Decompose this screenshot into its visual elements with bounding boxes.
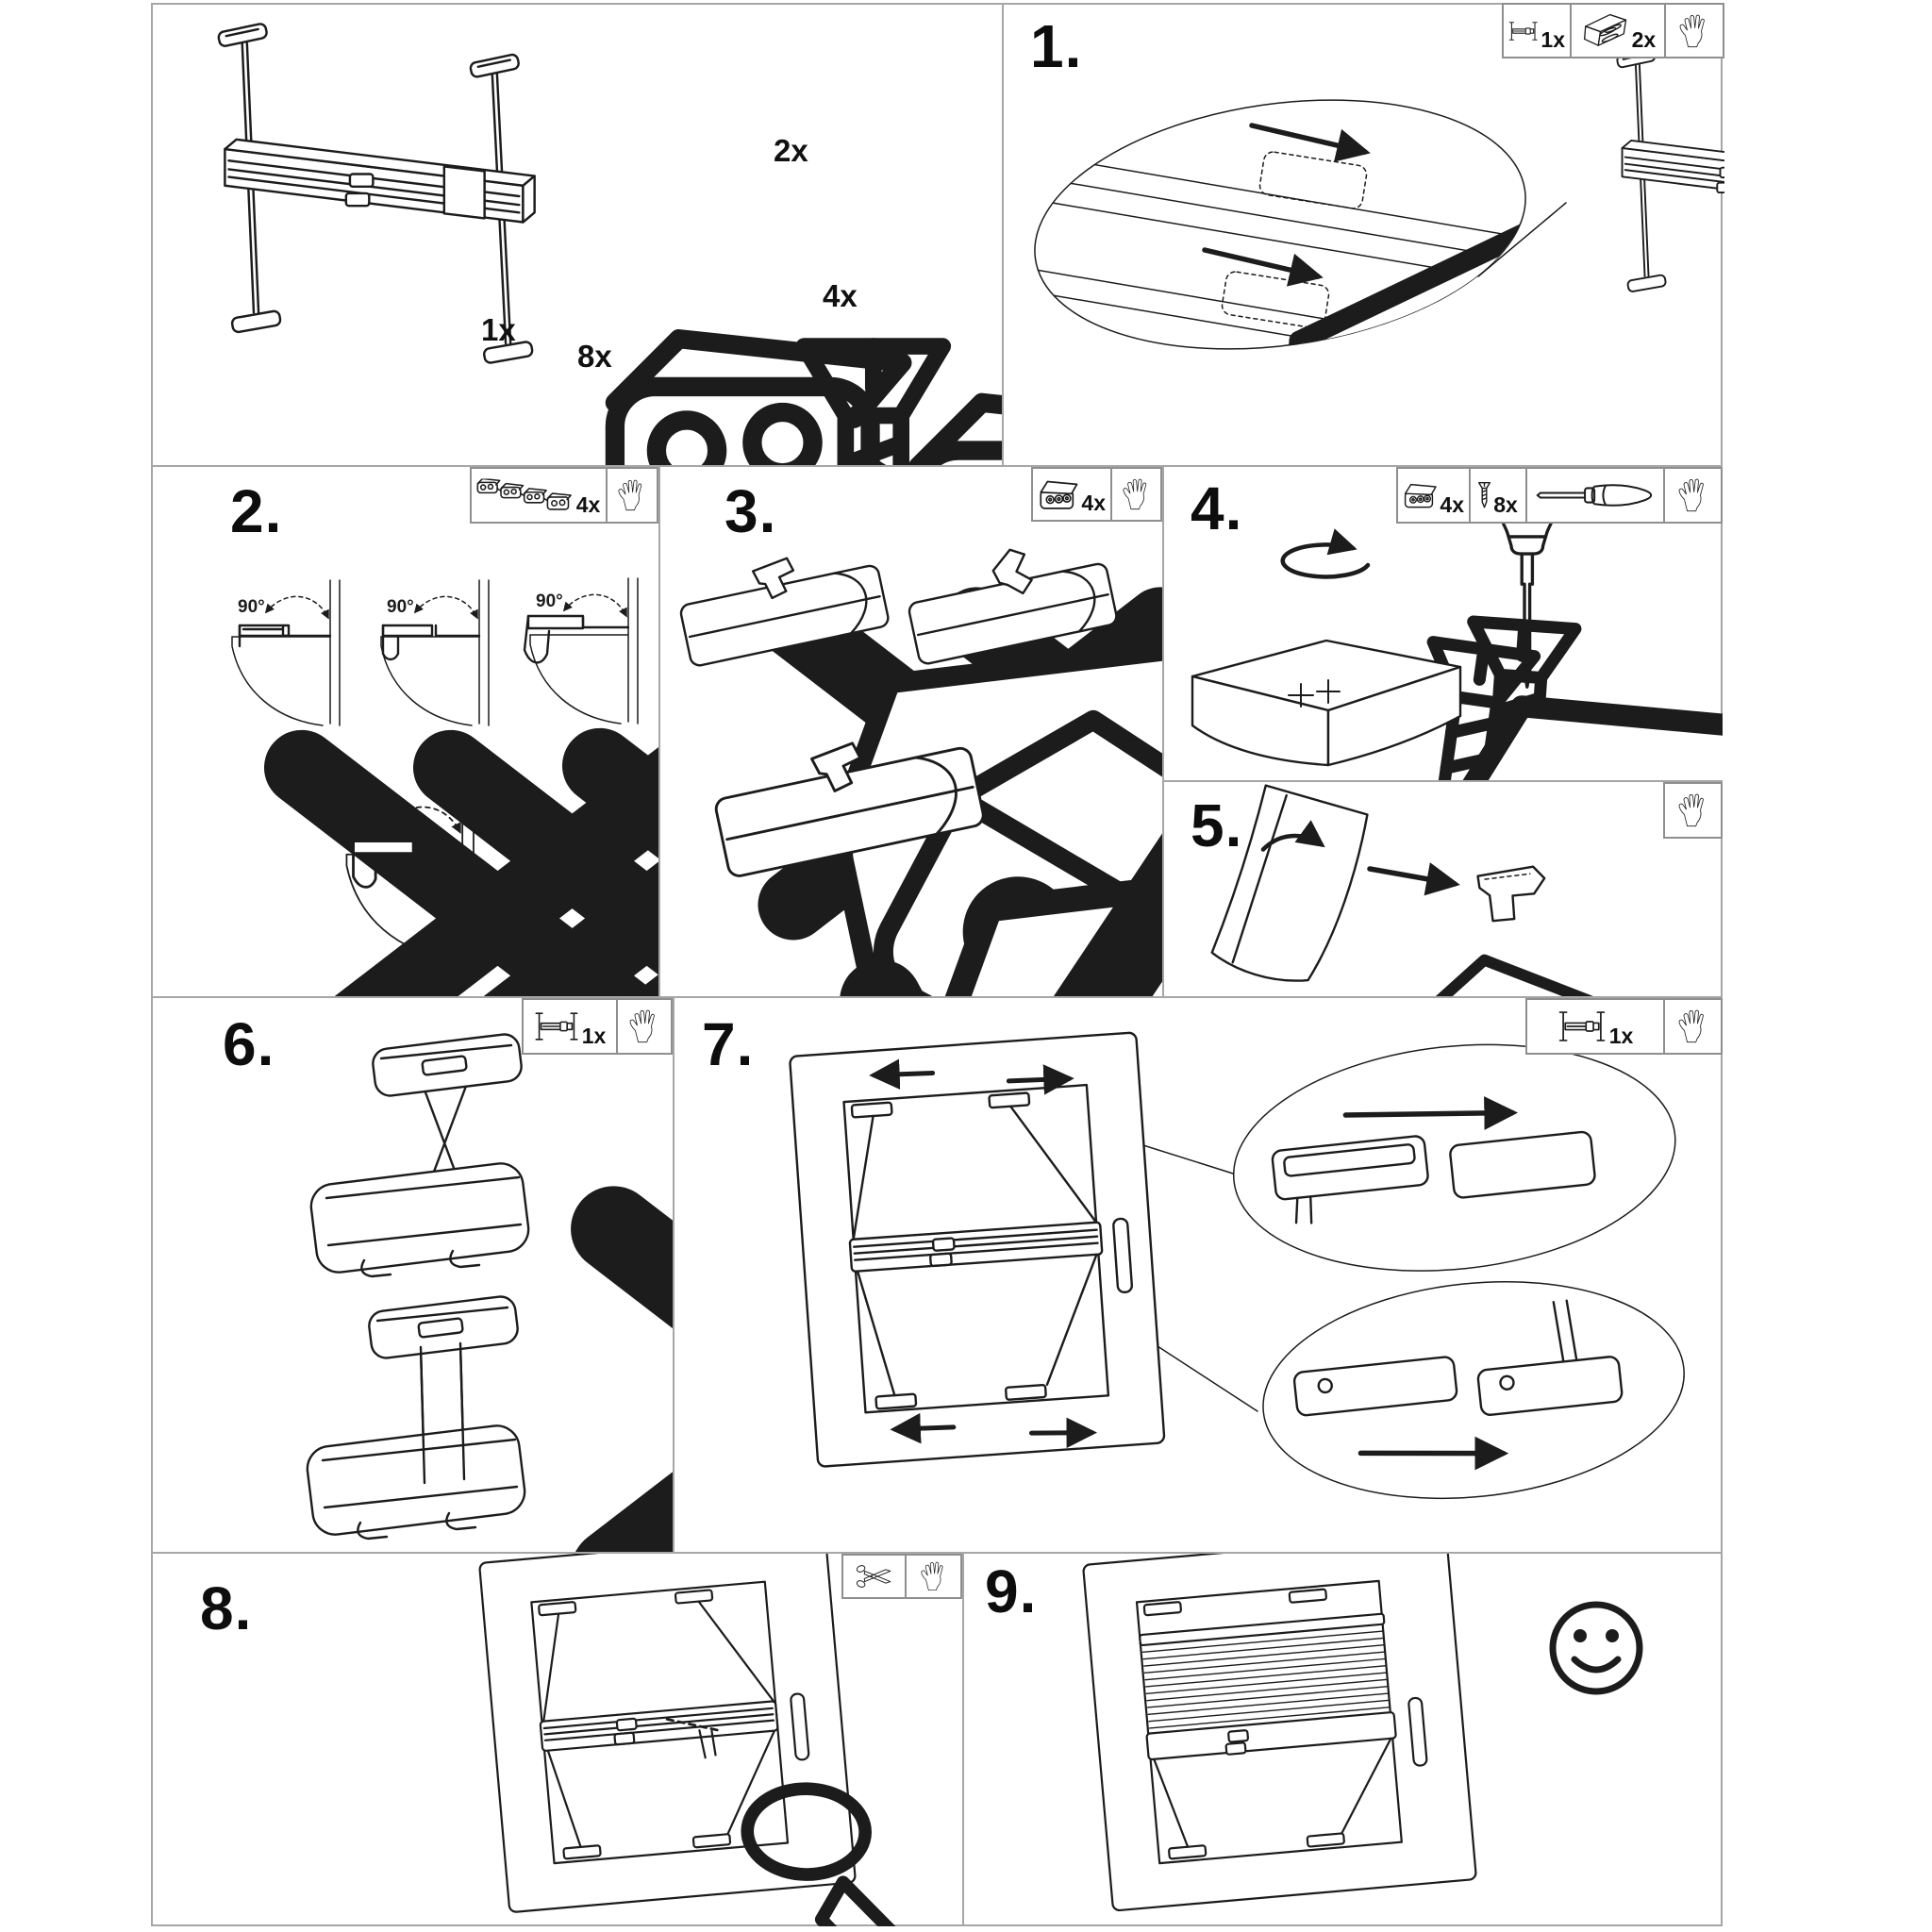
- step-2-number: 2.: [230, 477, 283, 545]
- header-cell: [1525, 469, 1663, 522]
- clamp-in-rail: [1244, 275, 1724, 465]
- qty-label: 8x: [1493, 492, 1518, 517]
- blind-qty-label: 1x: [481, 312, 516, 347]
- header-cell: [1033, 469, 1110, 520]
- step-5-panel: [1164, 782, 1723, 996]
- clamp-qty-label: 2x: [774, 133, 808, 168]
- header-cell: [606, 469, 657, 522]
- frame-edge-with-guide: [1179, 784, 1714, 996]
- step-8-header-box: [841, 1554, 962, 1599]
- clamp-icon: [1579, 11, 1630, 51]
- header-cell: [1664, 5, 1723, 57]
- step-8-illustration: [151, 1554, 962, 1926]
- header-cell: [1398, 469, 1469, 522]
- step-1-header-box: [1502, 3, 1724, 58]
- cord-guide-icon: [1037, 477, 1079, 511]
- cord-guide-strip-icon: [476, 478, 575, 512]
- step-5-illustration: [1164, 782, 1723, 996]
- hand-icon: [1122, 477, 1152, 511]
- step-9-number: 9.: [985, 1557, 1038, 1625]
- header-cell: [1110, 469, 1160, 520]
- step-7-panel: [675, 998, 1723, 1552]
- step-8-number: 8.: [200, 1574, 253, 1642]
- blind-unit-icon: [1557, 1007, 1607, 1046]
- blind-unit-icon: [533, 1008, 580, 1045]
- angle-label: 90°: [536, 591, 563, 611]
- hand-icon: [1677, 792, 1709, 828]
- step-1-panel: [1002, 3, 1724, 465]
- hand-icon: [1678, 13, 1710, 49]
- blind-unit-icon: [1507, 11, 1539, 51]
- window-cutting-cords: [479, 1554, 962, 1926]
- step-2-header-box: [470, 467, 658, 524]
- parts-overview-panel: [151, 3, 1002, 465]
- step-5-number: 5.: [1191, 791, 1243, 859]
- angle-label: 90°: [353, 807, 386, 831]
- angle-label: 90°: [387, 597, 414, 617]
- step-7-illustration: [675, 998, 1723, 1552]
- step-6-header-box: [522, 998, 673, 1055]
- header-cell: [1663, 1000, 1721, 1053]
- header-cell: [1663, 469, 1721, 522]
- step-5-header-box: [1663, 782, 1723, 839]
- qty-label: 1x: [1541, 27, 1565, 52]
- qty-label: 1x: [1608, 1024, 1634, 1048]
- header-cell: [616, 1000, 671, 1053]
- step-6-illustration: [151, 998, 673, 1552]
- header-cell: [1665, 784, 1721, 837]
- step-4-number: 4.: [1191, 475, 1243, 542]
- hand-icon: [1677, 477, 1709, 513]
- step-9-illustration: [964, 1554, 1723, 1926]
- hand-icon: [920, 1560, 948, 1592]
- header-cell: [524, 1000, 616, 1053]
- window-with-blind: [790, 1032, 1165, 1467]
- window-corner: [1192, 641, 1723, 780]
- step-3-number: 3.: [724, 477, 777, 545]
- clamp-in-rail: [1282, 156, 1724, 465]
- step-1-number: 1.: [1030, 12, 1083, 80]
- step-3-header-box: [1031, 467, 1162, 522]
- step-6-correct: [305, 1295, 673, 1552]
- step-6-panel: [151, 998, 673, 1552]
- parts-overview-illustration: [151, 3, 1002, 465]
- angle-label: 90°: [238, 597, 265, 617]
- qty-label: 4x: [1440, 492, 1464, 517]
- blind-unit-small: [1617, 49, 1724, 316]
- hand-icon: [628, 1008, 660, 1044]
- step-4-header-box: [1396, 467, 1723, 524]
- screwdriver-icon: [1536, 479, 1655, 511]
- finished-window: [1083, 1554, 1476, 1911]
- smiley-face-icon: [1553, 1605, 1640, 1691]
- scissors-icon: [855, 1561, 894, 1591]
- qty-label: 4x: [1081, 491, 1106, 515]
- hand-icon: [1677, 1008, 1709, 1044]
- step-2-panel: [151, 467, 658, 996]
- step-3-illustration: [660, 467, 1162, 996]
- step-7-number: 7.: [702, 1010, 755, 1078]
- screw-qty-label: 8x: [577, 339, 612, 374]
- removed-cover-piece: [1471, 858, 1546, 928]
- guide-qty-label: 4x: [823, 278, 858, 313]
- step-1-illustration: [1002, 3, 1724, 465]
- header-cell: [1469, 469, 1525, 522]
- cord-guide-icon: [1402, 479, 1438, 511]
- hand-icon: [617, 478, 647, 512]
- header-cell: [843, 1556, 905, 1597]
- step-9-panel: [964, 1554, 1723, 1926]
- step-7-header-box: [1525, 998, 1723, 1055]
- header-cell: [905, 1556, 960, 1597]
- qty-label: 1x: [581, 1024, 607, 1048]
- step-6-number: 6.: [223, 1010, 275, 1078]
- header-cell: [472, 469, 606, 522]
- header-cell: [1504, 5, 1570, 57]
- step-2-illustration: [151, 467, 658, 996]
- qty-label: 4x: [575, 492, 601, 517]
- step-3-panel: [660, 467, 1162, 996]
- screw-icon: [1477, 478, 1491, 512]
- step-8-panel: [151, 1554, 962, 1926]
- header-cell: [1570, 5, 1664, 57]
- header-cell: [1527, 1000, 1663, 1053]
- qty-label: 2x: [1631, 27, 1657, 52]
- x-mark: [613, 1229, 673, 1552]
